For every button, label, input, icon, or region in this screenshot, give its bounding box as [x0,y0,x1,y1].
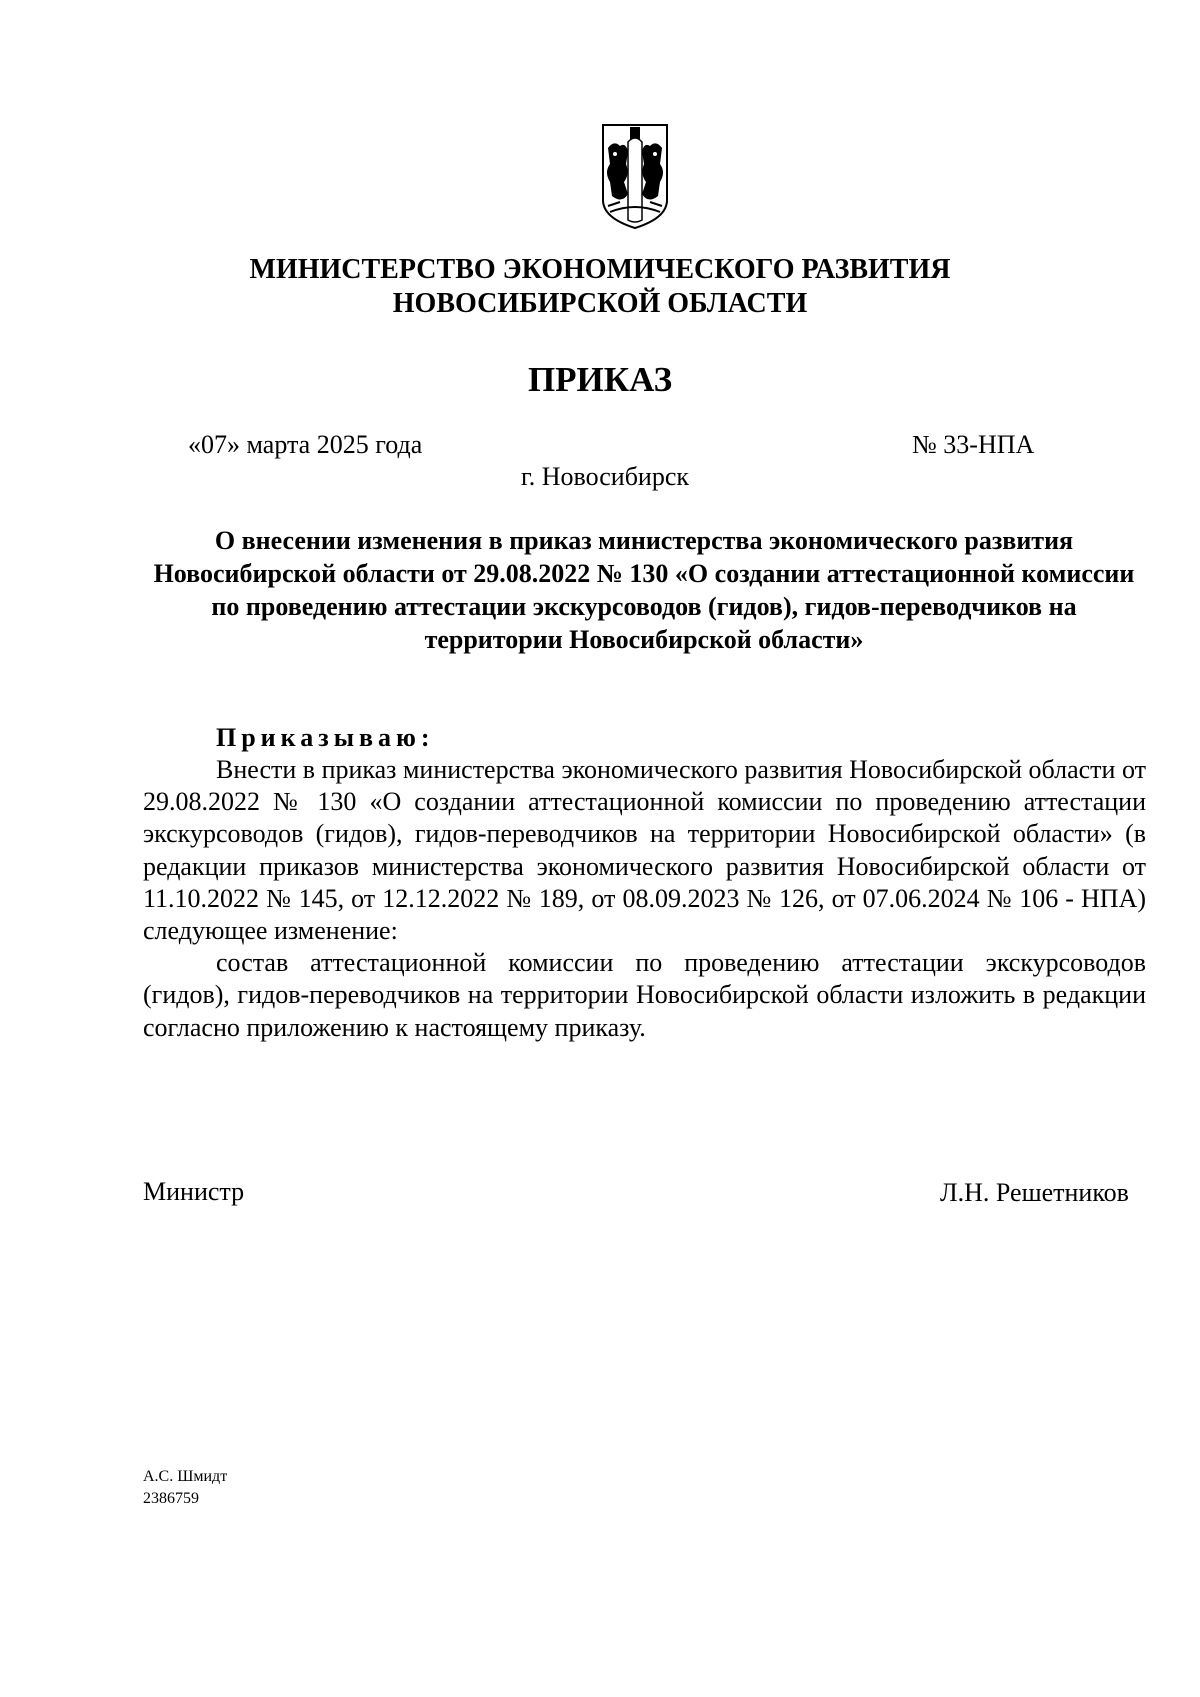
document-date: «07» марта 2025 года [188,430,423,459]
ministry-line-1: МИНИСТЕРСТВО ЭКОНОМИЧЕСКОГО РАЗВИТИЯ [249,254,951,285]
executor-phone: 2386759 [143,1490,199,1507]
body-paragraph-1: Внести в приказ министерства экономического развития Новосибирской области от 29.08.2022 № 130 «О создании аттестационной комиссии по проведению аттестации экскурсоводов (гидов), гидов-переводчиков на территории Новосибирской области» (в редакции приказов министерства экономического развития Новосибирской области от 11.10.2022 № 145, от 12.12.2022 № 189, от 08.09.2023 № 126, от 07.06.2024 № 106 - НПА) следующее изменение: [143,755,1146,946]
document-number: № 33-НПА [912,430,1035,459]
executor-name: А.С. Шмидт [143,1468,228,1485]
coat-of-arms-icon [600,122,670,232]
document-subject: О внесении изменения в приказ министерства экономического развития Новосибирской области от 29.08.2022 № 130 «О создании аттестационной комиссии по проведению аттестации экскурсоводов (гидов), гидов-переводчиков на территории Новосибирской области» [153,526,1135,654]
ministry-line-2: НОВОСИБИРСКОЙ ОБЛАСТИ [392,288,808,319]
document-city: г. Новосибирск [520,462,690,491]
signer-title: Министр [143,1177,245,1206]
document-type: ПРИКАЗ [527,360,673,399]
executor-info [143,1466,227,1510]
order-word: Приказываю: [216,723,435,752]
signer-name: Л.Н. Решетников [940,1178,1129,1207]
body-paragraph-2: состав аттестационной комиссии по проведению аттестации экскурсоводов (гидов), гидов-переводчиков на территории Новосибирской области изложить в редакции согласно приложению к настоящему приказу. [143,948,1146,1042]
ministry-name [0,253,1200,321]
document-body [143,754,1146,1044]
